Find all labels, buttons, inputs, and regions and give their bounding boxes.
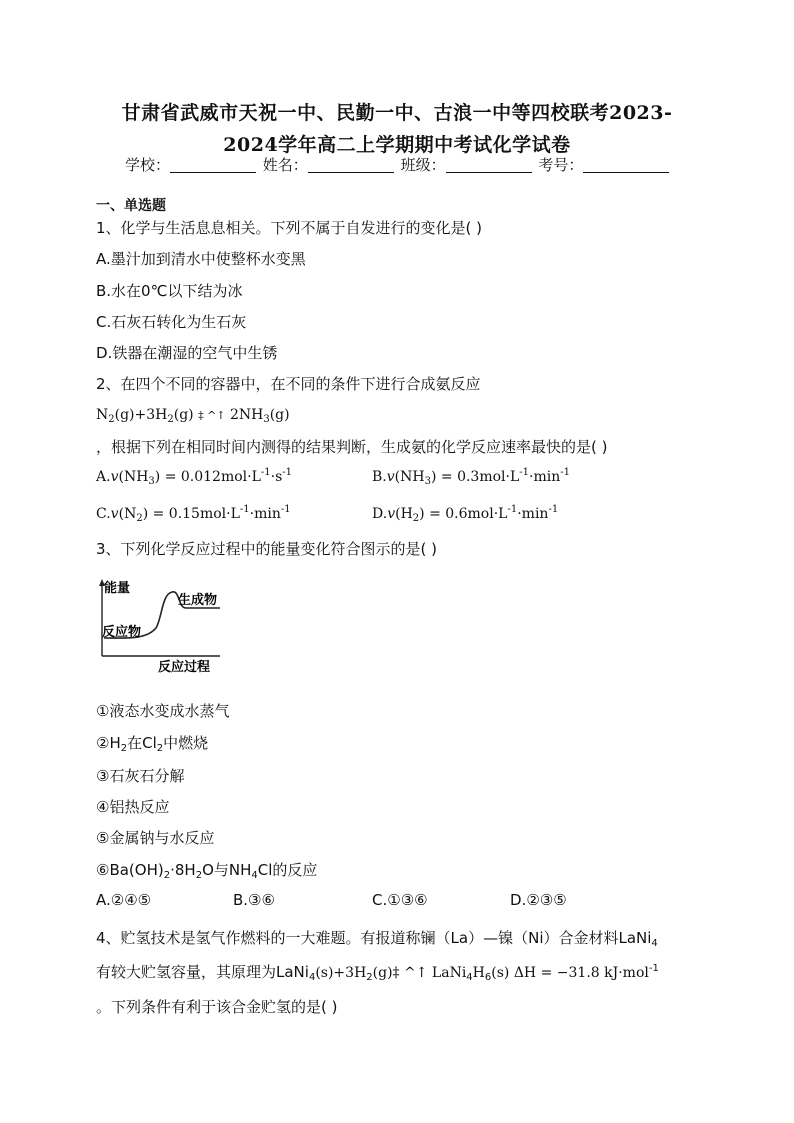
q3-stem: 3、下列化学反应过程中的能量变化符合图示的是( )	[96, 540, 438, 558]
energy-diagram	[96, 578, 226, 674]
q4-line3: 。下列条件有利于该合金贮氢的是( )	[96, 998, 338, 1016]
q2-stem-2: ，根据下列在相同时间内测得的结果判断，生成氨的化学反应速率最快的是( )	[96, 438, 608, 456]
q3-choice-d: D.②③⑤	[510, 891, 567, 909]
exam-number-label: 考号：	[538, 156, 584, 174]
class-label: 班级：	[400, 156, 446, 174]
q3-item-1: ①液态水变成水蒸气	[96, 702, 230, 720]
q3-item-4: ④铝热反应	[96, 798, 170, 816]
energy-xlabel: 反应过程	[158, 660, 211, 674]
q2-equation: $N_2(g)+3H_2(g)$ ‡ ^↑ $2NH_3(g)$	[96, 407, 290, 425]
student-info-row	[125, 154, 671, 175]
q3-item-2: $②H_2$在$Cl_2$中燃烧	[96, 734, 209, 754]
exam-title-line2: 2024学年高二上学期期中考试化学试卷	[223, 134, 571, 156]
q3-item-3: ③石灰石分解	[96, 767, 185, 785]
q2-option-b: $B.v(NH_3) = 0.3mol\cdot L^{-1}\cdot\min^{-1}$	[372, 467, 571, 487]
product-label: 生成物	[178, 593, 218, 608]
school-label: 学校：	[125, 156, 171, 174]
class-blank[interactable]	[446, 158, 532, 173]
q3-choice-b: B.③⑥	[233, 891, 275, 909]
reactant-label: 反应物	[102, 625, 142, 640]
q2-option-a: $A.v(NH_3) = 0.012mol\cdot L^{-1}\cdot s^{-1}$	[96, 467, 293, 487]
q2-option-d: $D.v(H_2) = 0.6mol\cdot L^{-1}\cdot\min^{-1}$	[372, 504, 559, 524]
q1-option-c: C.石灰石转化为生石灰	[96, 313, 247, 331]
q4-line2: 有较大贮氢容量，其原理为$LaNi_4(s)+3H_2(g)\ddagger$ ^↑ $LaNi_4H_6(s) \Delta H = -31.8$ kJ·mol$^{-1}$	[96, 963, 659, 983]
q1-stem: 1、化学与生活息息相关。下列不属于自发进行的变化是( )	[96, 219, 483, 237]
q1-option-a: A.墨汁加到清水中使整杯水变黑	[96, 250, 306, 268]
q3-choice-a: A.②④⑤	[96, 891, 152, 909]
exam-title-line1: 甘肃省武威市天祝一中、民勤一中、古浪一中等四校联考2023-	[121, 102, 673, 124]
q3-item-6: $⑥Ba(OH)_2\cdot 8H_2O$与$NH_4Cl$的反应	[96, 861, 318, 881]
section-title: 一、单选题	[96, 198, 166, 214]
school-blank[interactable]	[170, 158, 256, 173]
q3-choice-c: C.①③⑥	[372, 891, 428, 909]
q3-item-5: ⑤金属钠与水反应	[96, 829, 215, 847]
q2-option-c: $C.v(N_2) = 0.15mol\cdot L^{-1}\cdot\min^{-1}$	[96, 504, 291, 524]
q2-stem: 2、在四个不同的容器中，在不同的条件下进行合成氨反应	[96, 375, 481, 393]
energy-ylabel: 能量	[104, 581, 131, 596]
name-label: 姓名：	[262, 156, 308, 174]
q1-option-d: D.铁器在潮湿的空气中生锈	[96, 344, 278, 362]
exam-number-blank[interactable]	[583, 158, 669, 173]
q4-line1: 4、贮氢技术是氢气作燃料的一大难题。有报道称镧（La）—镍（Ni）合金材料LaNi$_4$	[96, 929, 658, 949]
q1-option-b: B.水在0℃以下结为冰	[96, 282, 243, 300]
name-blank[interactable]	[308, 158, 394, 173]
